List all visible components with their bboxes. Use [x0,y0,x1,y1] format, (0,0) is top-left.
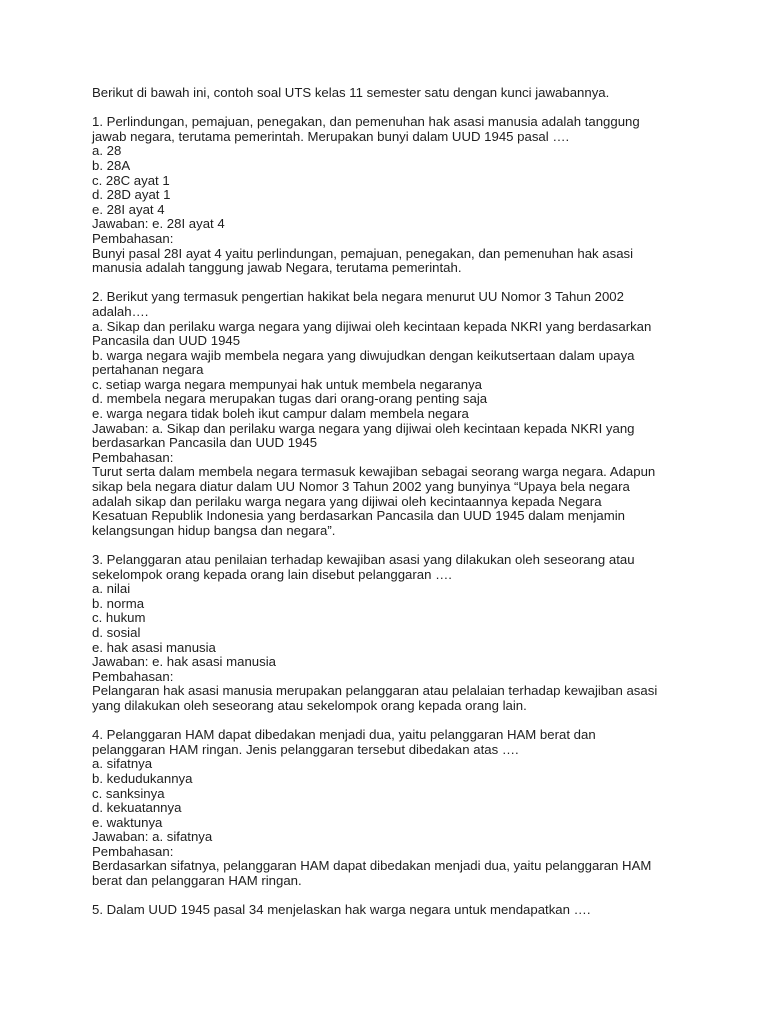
document-page [92,86,712,918]
question-line: Pembahasan: [92,230,174,246]
intro-text: Berikut di bawah ini, contoh soal UTS kelas 11 semester satu dengan kunci jawabannya. [92,85,610,100]
question-line: d. 28D ayat 1 [92,187,171,203]
question-line: e. waktunya [92,814,163,830]
question-line: Jawaban: e. 28I ayat 4 [92,216,225,232]
question-line: a. nilai [92,581,131,597]
question-line: Jawaban: e. hak asasi manusia [92,654,277,670]
question-block [92,903,712,918]
question-line: Bunyi pasal 28I ayat 4 yaitu perlindungan, pemajuan, penegakan, dan pemenuhan hak asasi [92,245,634,261]
question-line: sikap bela negara diatur dalam UU Nomor 3 Tahun 2002 yang bunyinya “Upaya bela negara [92,479,630,495]
question-line: 5. Dalam UUD 1945 pasal 34 menjelaskan hak warga negara untuk mendapatkan …. [92,902,591,918]
question-line: pelanggaran HAM ringan. Jenis pelanggaran tersebut dibedakan atas …. [92,741,519,757]
question-line: b. norma [92,595,145,611]
question-line: b. kedudukannya [92,770,193,786]
question-line: a. Sikap dan perilaku warga negara yang dijiwai oleh kecintaan kepada NKRI yang berdasarkan [92,318,652,334]
question-line: pertahanan negara [92,362,204,378]
question-line: berdasarkan Pancasila dan UUD 1945 [92,435,318,451]
question-line: yang dilakukan oleh seseorang atau sekelompok orang kepada orang lain. [92,697,527,713]
question-line: a. 28 [92,143,122,159]
question-line: e. 28I ayat 4 [92,201,165,217]
question-line: berat dan pelanggaran HAM ringan. [92,873,302,889]
question-block [92,728,712,889]
question-line: sekelompok orang kepada orang lain disebut pelanggaran …. [92,566,452,582]
question-line: c. setiap warga negara mempunyai hak untuk membela negaranya [92,376,482,392]
question-line: e. warga negara tidak boleh ikut campur dalam membela negara [92,406,469,422]
question-line: Pelangaran hak asasi manusia merupakan pelanggaran atau pelalaian terhadap kewajiban asasi [92,683,658,699]
question-line: jawab negara, terutama pemerintah. Merupakan bunyi dalam UUD 1945 pasal …. [92,128,570,144]
question-line: c. hukum [92,610,146,626]
question-line: Turut serta dalam membela negara termasuk kewajiban sebagai seorang warga negara. Adapun [92,464,656,480]
question-line: Jawaban: a. Sikap dan perilaku warga negara yang dijiwai oleh kecintaan kepada NKRI yang [92,420,635,436]
question-line: d. membela negara merupakan tugas dari orang-orang penting saja [92,391,488,407]
question-line: kelangsungan hidup bangsa dan negara”. [92,522,336,538]
question-line: b. 28A [92,157,131,173]
question-line: 2. Berikut yang termasuk pengertian hakikat bela negara menurut UU Nomor 3 Tahun 2002 [92,289,624,305]
question-block [92,290,712,538]
question-line: c. 28C ayat 1 [92,172,170,188]
question-line: 1. Perlindungan, pemajuan, penegakan, dan pemenuhan hak asasi manusia adalah tanggung [92,114,640,130]
question-line: 4. Pelanggaran HAM dapat dibedakan menjadi dua, yaitu pelanggaran HAM berat dan [92,727,596,743]
question-line: adalah…. [92,303,149,319]
question-line: adalah sikap dan perilaku warga negara yang dijiwai oleh kecintaannya kepada Negara [92,493,602,509]
question-line: c. sanksinya [92,785,165,801]
question-line: Jawaban: a. sifatnya [92,829,213,845]
question-line: b. warga negara wajib membela negara yang diwujudkan dengan keikutsertaan dalam upaya [92,347,635,363]
question-line: Pancasila dan UUD 1945 [92,333,241,349]
question-line: Pembahasan: [92,449,174,465]
question-line: Pembahasan: [92,668,174,684]
question-list [92,115,712,918]
question-line: a. sifatnya [92,756,153,772]
question-line: manusia adalah tanggung jawab Negara, terutama pemerintah. [92,260,462,276]
question-line: 3. Pelanggaran atau penilaian terhadap kewajiban asasi yang dilakukan oleh seseorang atau [92,552,635,567]
question-line: Pembahasan: [92,843,174,859]
question-block [92,553,712,714]
question-line: d. kekuatannya [92,800,182,816]
question-line: Kesatuan Republik Indonesia yang berdasarkan Pancasila dan UUD 1945 dalam menjamin [92,508,625,524]
question-line: e. hak asasi manusia [92,639,216,655]
question-block [92,115,712,276]
question-line: d. sosial [92,624,141,640]
question-line: Berdasarkan sifatnya, pelanggaran HAM dapat dibedakan menjadi dua, yaitu pelanggaran HAM [92,858,652,874]
